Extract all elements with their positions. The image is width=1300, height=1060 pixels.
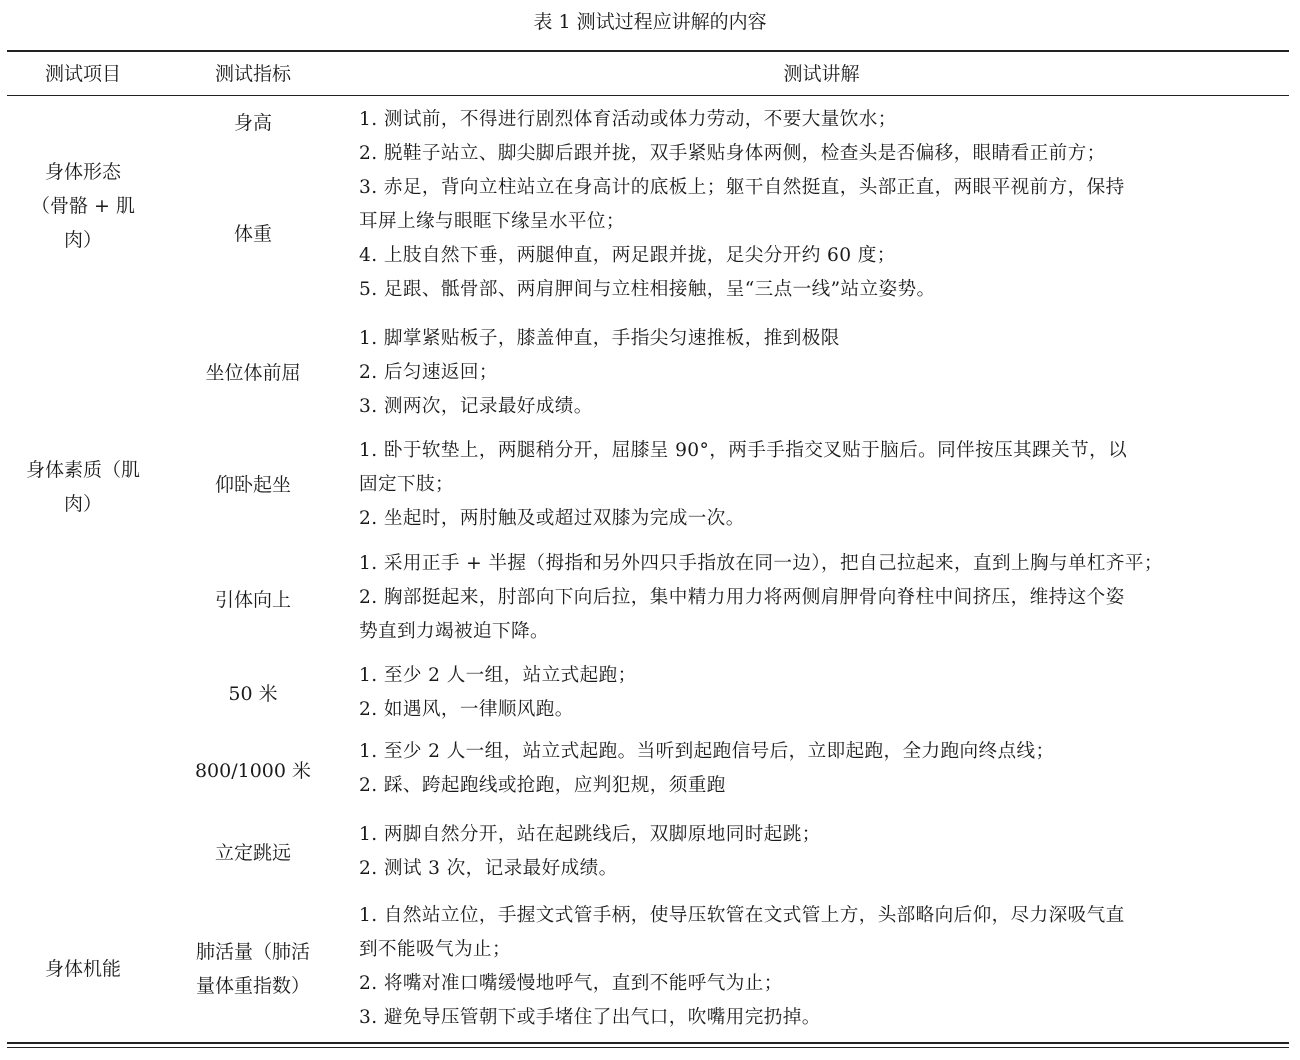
category-body-function: 身体机能 [44, 958, 121, 980]
indicator-sit-ups: 仰卧起坐 [214, 474, 291, 496]
indicator-sit-and-reach: 坐位体前屈 [205, 362, 301, 384]
indicator-weight: 体重 [233, 223, 272, 245]
explanation-800-1000m: 1. 至少 2 人一组，站立式起跑。当听到起跑信号后，立即起跑，全力跑向终点线； 2. 踩、跨起跑线或抢跑，应判犯规，须重跑 [359, 741, 1055, 796]
header-rule [7, 95, 1289, 96]
indicator-50m: 50 米 [228, 683, 278, 705]
explanation-sit-ups: 1. 卧于软垫上，两腿稍分开，屈膝呈 90°，两手手指交叉贴于脑后。同伴按压其踝关节，以 固定下肢； 2. 坐起时，两肘触及或超过双膝为完成一次。 [359, 440, 1128, 529]
category-body-quality: 身体素质（肌 肉） [25, 459, 140, 515]
table-title: 表 1 测试过程应讲解的内容 [533, 11, 767, 33]
explanation-pull-ups: 1. 采用正手 + 半握（拇指和另外四只手指放在同一边），把自己拉起来，直到上胸与单杠齐平； 2. 胸部挺起来，肘部向下向后拉，集中精力用力将两侧肩胛骨向脊柱中间挤压，维持这个姿 势直到力竭被迫下降。 [359, 553, 1163, 642]
header-test-explanation: 测试讲解 [783, 63, 860, 85]
indicator-standing-long-jump: 立定跳远 [214, 842, 291, 864]
header-test-item: 测试项目 [44, 63, 121, 85]
explanation-standing-long-jump: 1. 两脚自然分开，站在起跳线后，双脚原地同时起跳； 2. 测试 3 次，记录最好成绩。 [359, 824, 821, 879]
header-test-indicator: 测试指标 [214, 63, 291, 85]
explanation-sit-and-reach: 1. 脚掌紧贴板子，膝盖伸直，手指尖匀速推板，推到极限 2. 后匀速返回； 3. 测两次，记录最好成绩。 [359, 328, 840, 417]
indicator-pull-ups: 引体向上 [214, 589, 291, 611]
explanation-height-weight: 1. 测试前，不得进行剧烈体育活动或体力劳动，不要大量饮水； 2. 脱鞋子站立、脚尖脚后跟并拢，双手紧贴身体两侧，检查头是否偏移，眼睛看正前方； 3. 赤足，背向立柱站立在身高计的底板上；躯干自然挺直，头部正直，两眼平视前方，保持 耳屏上缘与眼眶下缘呈水平位； 4. 上肢自然下垂，两腿伸直，两足跟并拢，足尖分开约 60 度； 5. 足跟、骶骨部、两肩胛间与立柱相接触，呈“三点一线”站立姿势。 [359, 109, 1125, 300]
indicator-800-1000m: 800/1000 米 [194, 760, 312, 782]
explanation-50m: 1. 至少 2 人一组，站立式起跑； 2. 如遇风，一律顺风跑。 [359, 665, 637, 720]
indicator-height: 身高 [233, 112, 272, 134]
category-body-form: 身体形态 （骨骼 + 肌 肉） [31, 161, 135, 251]
top-rule [7, 50, 1289, 52]
bottom-rule-thin [7, 1047, 1289, 1048]
explanation-vital-capacity: 1. 自然站立位，手握文式管手柄，使导压软管在文式管上方，头部略向后仰，尽力深吸气直 到不能吸气为止； 2. 将嘴对准口嘴缓慢地呼气，直到不能呼气为止； 3. 避免导压管朝下或手堵住了出气口，吹嘴用完扔掉。 [359, 905, 1125, 1028]
bottom-rule [7, 1042, 1289, 1044]
indicator-vital-capacity: 肺活量（肺活 量体重指数） [195, 941, 310, 997]
